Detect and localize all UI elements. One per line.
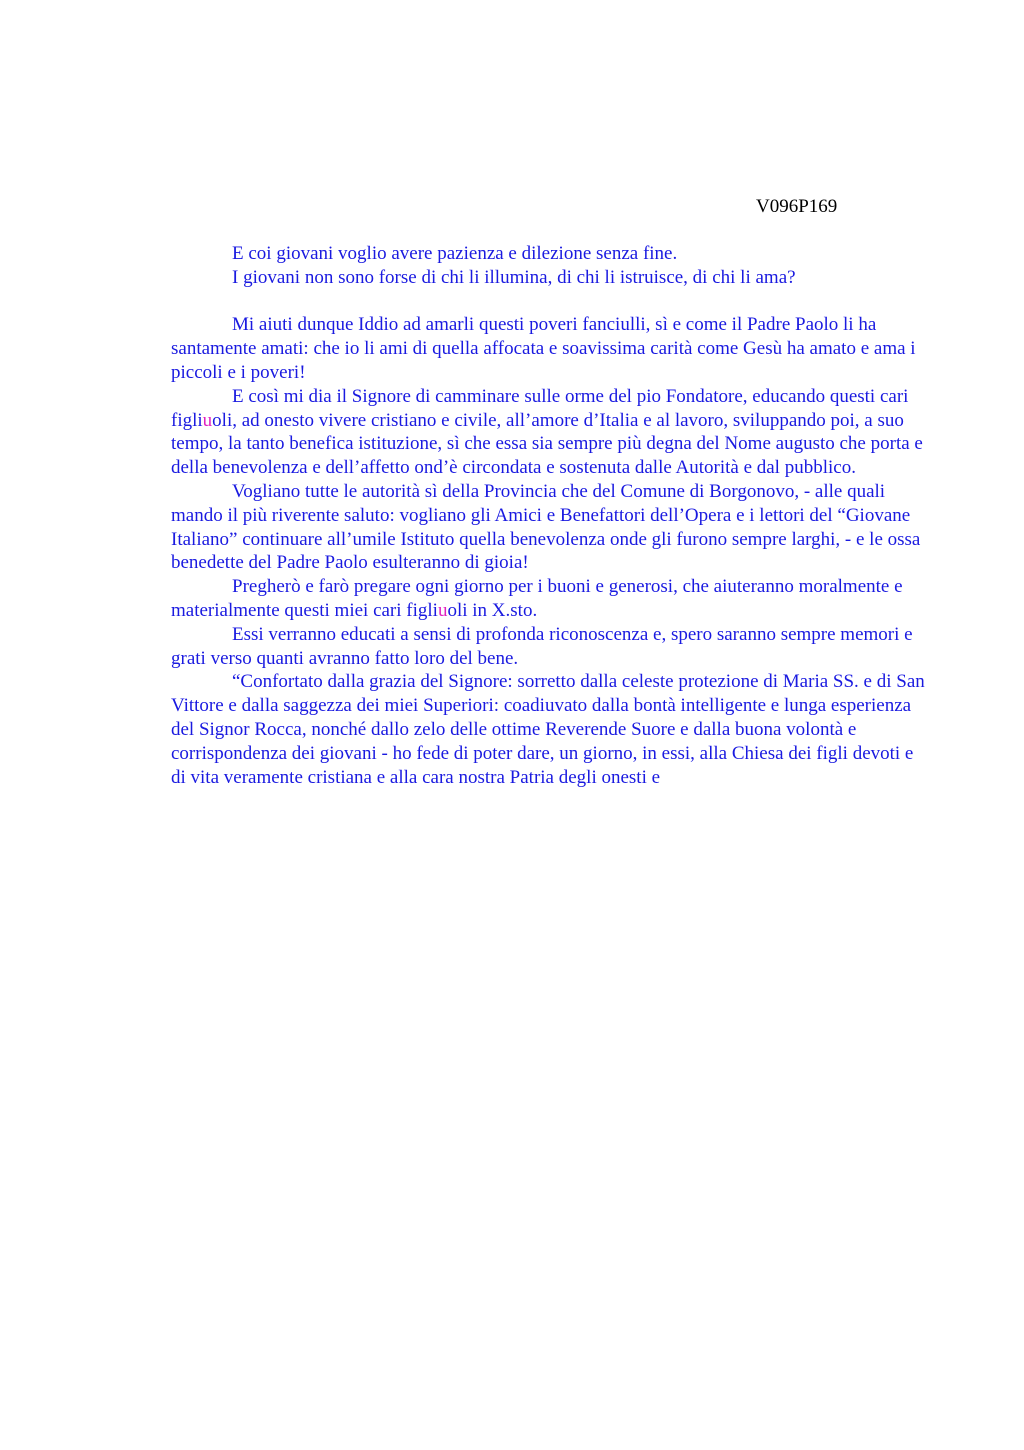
paragraph [171,670,929,789]
paragraph-text: Vogliano tutte le autorità sì della Provincia che del Comune di Borgonovo, - alle quali mando il più riverente saluto: vogliano gli Amici e Benefattori dell’Opera e i lettori del “Giovane Italiano” continuare all’umile Istituto quella benevolenza onde gli furono sempre larghi, - e le ossa benedette del Padre Paolo esulteranno di gioia! [171,480,921,574]
paragraph [171,242,929,266]
highlighted-letter: u [202,409,213,431]
paragraph [171,266,929,290]
paragraph-text: Mi aiuti dunque Iddio ad amarli questi poveri fanciulli, sì e come il Padre Paolo li ha santamente amati: che io li ami di quella affocata e soavissima carità come Gesù ha amato e ama i piccoli e i poveri! [171,314,916,383]
document-body [171,242,929,789]
paragraph-text: I giovani non sono forse di chi li illumina, di chi li istruisce, di chi li ama? [232,266,796,288]
page-id: V096P169 [756,196,838,217]
paragraph-text: Essi verranno educati a sensi di profonda riconoscenza e, spero saranno sempre memori e grati verso quanti avranno fatto loro del bene. [171,623,913,669]
paragraph-spacer [171,290,929,314]
paragraph [171,385,929,480]
paragraph-text: “Confortato dalla grazia del Signore: sorretto dalla celeste protezione di Maria SS. e di San Vittore e dalla saggezza dei miei Superiori: coadiuvato dalla bontà intelligente e lunga esperienza del Signor Rocca, nonché dallo zelo delle ottime Reverende Suore e dalla buona volontà e corrispondenza dei giovani - ho fede di poter dare, un giorno, in essi, alla Chiesa dei figli devoti e di vita veramente cristiana e alla cara nostra Patria degli onesti e [171,671,925,788]
paragraph-text: oli in X.sto. [447,599,538,621]
paragraph-text: oli, ad onesto vivere cristiano e civile, all’amore d’Italia e al lavoro, sviluppando poi, a suo tempo, la tanto benefica istituzione, sì che essa sia sempre più degna del Nome augusto che porta e della benevolenza e dell’affetto ond’è circondata e sostenuta dalle Autorità e dal pubblico. [171,409,923,479]
paragraph [171,480,929,575]
highlighted-letter: u [437,599,448,621]
paragraph [171,575,929,623]
paragraph [171,313,929,384]
paragraph [171,623,929,671]
paragraph-text: E coi giovani voglio avere pazienza e dilezione senza fine. [232,243,678,264]
paragraph-text: E così mi dia il Signore di camminare sulle orme del pio Fondatore, educando questi cari figli [171,385,909,431]
paragraph-text: Pregherò e farò pregare ogni giorno per i buoni e generosi, che aiuteranno moralmente e materialmente questi miei cari figli [171,576,903,621]
